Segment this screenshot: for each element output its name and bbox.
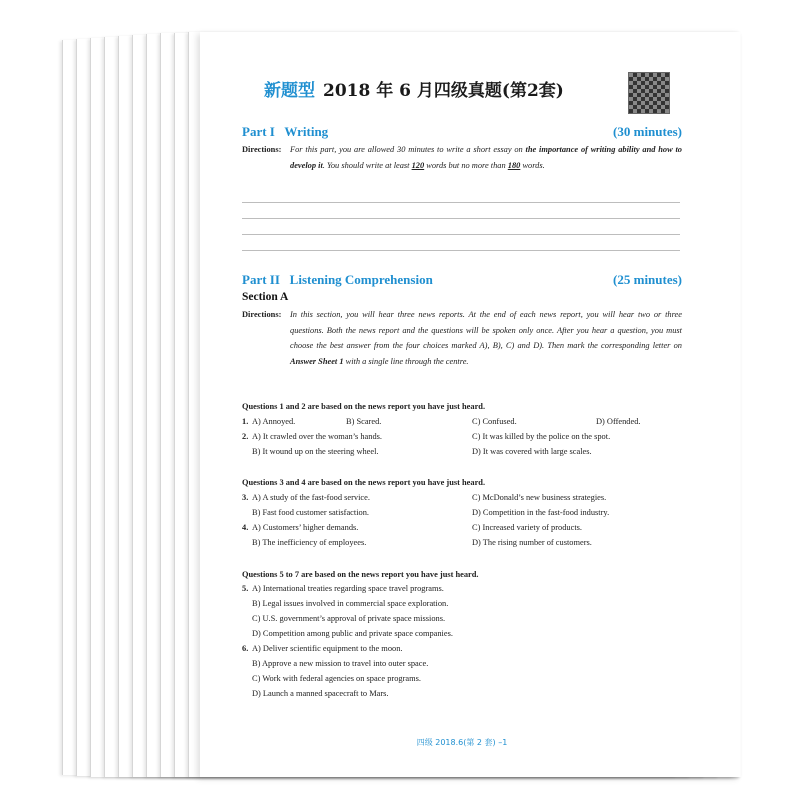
question-row — [242, 599, 682, 614]
option-c: C) Increased variety of products. — [472, 523, 582, 532]
option-c: C) McDonald’s new business strategies. — [472, 493, 607, 502]
dir-text-b: . You should write at least — [322, 160, 412, 170]
question-row — [242, 659, 682, 674]
question-row — [242, 417, 682, 432]
option-b: B) Scared. — [346, 417, 382, 426]
option-b: B) Legal issues involved in commercial space exploration. — [252, 599, 449, 608]
option-b: B) Fast food customer satisfaction. — [252, 508, 369, 517]
question-number: 6. — [242, 644, 249, 653]
page-title — [264, 76, 564, 101]
question-number: 1. — [242, 417, 249, 426]
question-number: 5. — [242, 584, 249, 593]
part2-time: (25 minutes) — [613, 272, 682, 287]
question-number: 4. — [242, 523, 249, 532]
question-row — [242, 629, 682, 644]
question-row — [242, 447, 682, 462]
page-header — [242, 72, 682, 112]
question-row — [242, 689, 682, 704]
directions-text — [290, 142, 682, 173]
dir-text-c: words but no more than — [424, 160, 508, 170]
question-group-heading: Questions 3 and 4 are based on the news report you have just heard. — [242, 478, 486, 487]
option-d: D) Competition among public and private space companies. — [252, 629, 453, 638]
dir-text-a: In this section, you will hear three news reports. At the end of each news report, you will hear two or three questions. Both the news report and the questions will be spoken only once. After you hear a question, you must choose the best answer from the four choices marked A), B), C) and D). Then mark the corresponding letter on — [290, 310, 682, 350]
page-footer: 四级 2018.6(第 2 套) –1 — [416, 738, 508, 747]
option-a: A) It crawled over the woman’s hands. — [252, 432, 383, 441]
option-c: C) It was killed by the police on the spot. — [472, 432, 611, 441]
directions-text — [290, 307, 682, 369]
question-row — [242, 493, 682, 508]
writing-line — [242, 218, 680, 219]
question-group-heading: Questions 5 to 7 are based on the news report you have just heard. — [242, 570, 479, 579]
question-row — [242, 644, 682, 659]
dir-text-b: with a single line through the centre. — [343, 356, 469, 366]
dir-text-bold: Answer Sheet 1 — [290, 356, 344, 366]
question-row — [242, 538, 682, 553]
option-a: A) A study of the fast-food service. — [252, 493, 370, 502]
dir-text-bold: the importance of writing ability and how to develop it — [290, 145, 682, 170]
option-a: A) Customers’ higher demands. — [252, 523, 359, 532]
part1-heading-row — [242, 124, 682, 140]
question-row — [242, 523, 682, 538]
writing-line — [242, 234, 680, 235]
option-a: A) Annoyed. — [252, 417, 296, 426]
option-d: D) Competition in the fast-food industry. — [472, 508, 610, 517]
option-c: C) Confused. — [472, 417, 517, 426]
section-a-title: Section A — [242, 291, 289, 303]
dir-num-min: 120 — [411, 160, 425, 170]
option-b: B) The inefficiency of employees. — [252, 538, 367, 547]
question-row — [242, 432, 682, 447]
title-text: 2018 年 6 月四级真题(第2套) — [323, 81, 564, 101]
part1-time: (30 minutes) — [613, 124, 682, 139]
writing-line — [242, 250, 680, 251]
dir-num-max: 180 — [507, 160, 521, 170]
option-b: B) It wound up on the steering wheel. — [252, 447, 379, 456]
part2-directions — [242, 307, 682, 369]
dir-text-a: For this part, you are allowed 30 minutes to write a short essay on — [290, 145, 526, 154]
question-row — [242, 584, 682, 599]
question-number: 3. — [242, 493, 249, 502]
part2-heading: Part II Listening Comprehension — [242, 272, 433, 287]
option-b: B) Approve a new mission to travel into outer space. — [252, 659, 429, 668]
part2-heading-row — [242, 272, 682, 288]
directions-label: Directions: — [242, 145, 282, 154]
option-c: C) U.S. government’s approval of private space missions. — [252, 614, 446, 623]
question-row — [242, 508, 682, 523]
question-row — [242, 674, 682, 689]
part1-directions — [242, 142, 682, 173]
title-brand: 新题型 — [264, 81, 315, 101]
option-a: A) Deliver scientific equipment to the moon. — [252, 644, 403, 653]
exam-page — [200, 32, 740, 777]
option-a: A) International treaties regarding space travel programs. — [252, 584, 444, 593]
dir-text-d: words. — [520, 160, 545, 170]
writing-line — [242, 202, 680, 203]
qr-code-icon — [628, 72, 670, 114]
option-d: D) The rising number of customers. — [472, 538, 592, 547]
option-c: C) Work with federal agencies on space programs. — [252, 674, 421, 683]
question-number: 2. — [242, 432, 249, 441]
question-row — [242, 614, 682, 629]
directions-label: Directions: — [242, 310, 282, 319]
question-group-heading: Questions 1 and 2 are based on the news report you have just heard. — [242, 402, 486, 411]
part1-heading: Part I Writing — [242, 124, 329, 139]
option-d: D) It was covered with large scales. — [472, 447, 592, 456]
option-d: D) Launch a manned spacecraft to Mars. — [252, 689, 389, 698]
option-d: D) Offended. — [596, 417, 641, 426]
